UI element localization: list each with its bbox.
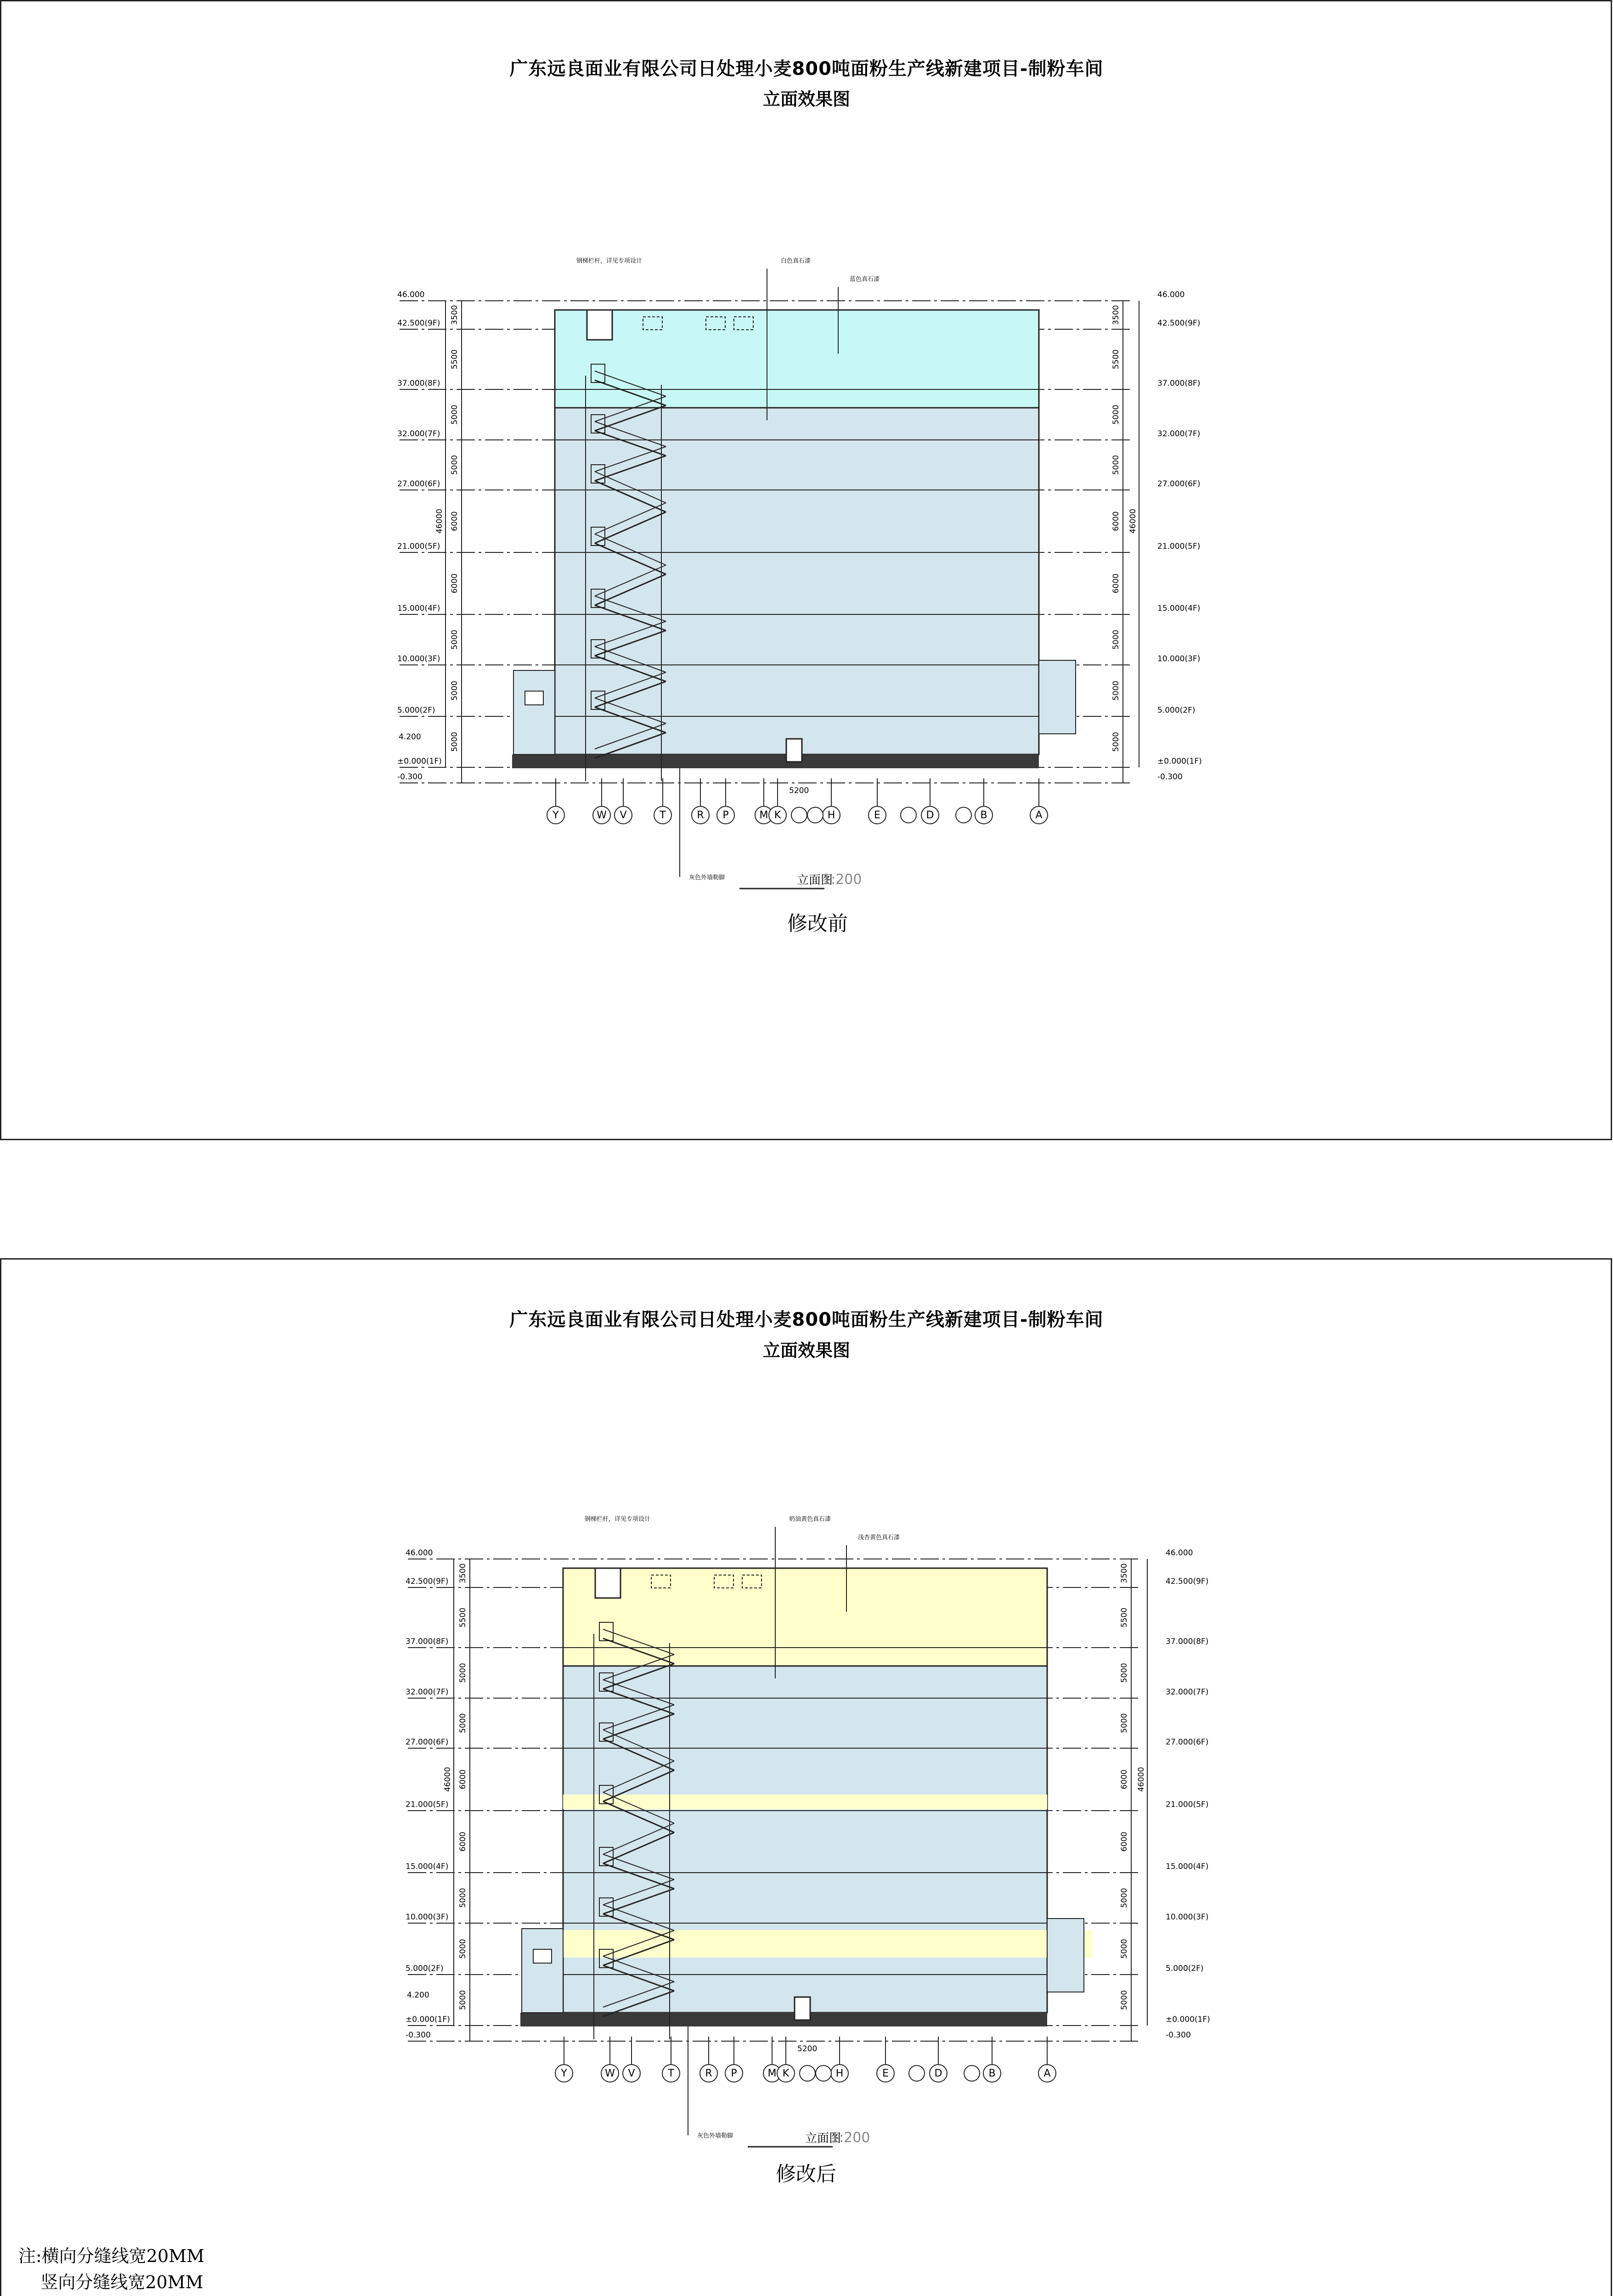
total-dimension-label: 46000 bbox=[435, 508, 444, 534]
axis-label: Y bbox=[553, 810, 559, 821]
level-label-left: ±0.000(1F) bbox=[397, 757, 442, 766]
axis-label: A bbox=[1035, 810, 1043, 821]
dimension-label: 5500 bbox=[458, 1607, 468, 1628]
dimension-label: 5500 bbox=[450, 349, 459, 370]
total-dimension-label: 46000 bbox=[1137, 1767, 1146, 1792]
dimension-label: 5000 bbox=[458, 1888, 468, 1908]
dimension-label: 5000 bbox=[1111, 630, 1121, 650]
annex-left bbox=[522, 1929, 563, 2013]
dimension-label: 6000 bbox=[1111, 573, 1121, 594]
axis-bubble-sub bbox=[901, 807, 916, 823]
axis-label: K bbox=[774, 810, 781, 821]
axis-label: T bbox=[668, 2068, 674, 2079]
axis-label: B bbox=[988, 2068, 996, 2079]
dimension-label: 5000 bbox=[1120, 1939, 1129, 1959]
level-label-right: 10.000(3F) bbox=[1157, 654, 1201, 664]
level-label-right: ±0.000(1F) bbox=[1157, 757, 1202, 766]
level-label-left: 46.000 bbox=[406, 1548, 433, 1558]
level-label-right: 46.000 bbox=[1166, 1548, 1193, 1558]
level-label-right: 10.000(3F) bbox=[1166, 1913, 1209, 1922]
side-level-label: 4.200 bbox=[407, 1991, 429, 2000]
axis-label: K bbox=[782, 2068, 790, 2079]
axis-label: M bbox=[767, 2068, 777, 2079]
dimension-label: 5500 bbox=[1120, 1607, 1129, 1628]
dimension-label: 3500 bbox=[1111, 305, 1121, 325]
dimension-label: 5000 bbox=[458, 1663, 468, 1683]
dimension-label: 6000 bbox=[1111, 511, 1121, 531]
level-label-left: ±0.000(1F) bbox=[406, 2015, 450, 2024]
dimension-label: 5000 bbox=[1120, 1663, 1129, 1683]
dimension-label: 6000 bbox=[458, 1769, 468, 1790]
elevation-drawing-before bbox=[0, 0, 1613, 1140]
dimension-label: 5500 bbox=[1111, 349, 1121, 370]
parapet-band bbox=[563, 1568, 1047, 1666]
level-label-right: 21.000(5F) bbox=[1166, 1800, 1209, 1809]
door bbox=[786, 739, 802, 762]
level-label-right: -0.300 bbox=[1157, 772, 1183, 782]
base-callout: 灰色外墙勒脚 bbox=[689, 874, 725, 881]
level-label-left: 10.000(3F) bbox=[397, 654, 440, 664]
notes-block bbox=[18, 2243, 430, 2296]
level-label-left: 5.000(2F) bbox=[397, 706, 435, 715]
level-label-left: 37.000(8F) bbox=[406, 1637, 449, 1646]
dimension-label: 5000 bbox=[458, 1990, 468, 2010]
axis-label: D bbox=[934, 2068, 942, 2079]
axis-label: R bbox=[705, 2068, 712, 2079]
annex-window bbox=[525, 691, 543, 705]
total-dimension-label: 46000 bbox=[443, 1767, 452, 1792]
dimension-label: 5000 bbox=[450, 455, 459, 475]
dimension-label: 6000 bbox=[1120, 1831, 1129, 1852]
band-callout: 浅杏黄色真石漆 bbox=[858, 1534, 900, 1541]
roof-opening bbox=[587, 310, 612, 340]
level-label-right: 15.000(4F) bbox=[1157, 604, 1201, 613]
level-label-right: 15.000(4F) bbox=[1166, 1862, 1209, 1871]
base-plinth bbox=[512, 754, 1039, 768]
dimension-label: 5000 bbox=[1111, 455, 1121, 475]
top-callout: 奶油黄色真石漆 bbox=[789, 1516, 831, 1523]
base-callout: 灰色外墙勒脚 bbox=[697, 2133, 733, 2139]
axis-label: V bbox=[628, 2068, 635, 2079]
dimension-label: 5000 bbox=[1120, 1990, 1129, 2010]
annex-left bbox=[513, 670, 555, 754]
axis-label: D bbox=[926, 810, 934, 821]
level-label-left: 15.000(4F) bbox=[397, 604, 440, 613]
level-label-left: 42.500(9F) bbox=[397, 319, 440, 328]
axis-label: W bbox=[597, 810, 607, 821]
scale-label: 1:200 bbox=[830, 2130, 870, 2146]
dimension-label: 6000 bbox=[458, 1831, 468, 1852]
dimension-label: 5000 bbox=[450, 732, 459, 752]
dimension-label: 6000 bbox=[450, 511, 459, 531]
level-label-left: 27.000(6F) bbox=[406, 1738, 449, 1747]
accent-band-lower bbox=[523, 1930, 1092, 1958]
level-label-right: ±0.000(1F) bbox=[1166, 2015, 1210, 2024]
level-label-left: -0.300 bbox=[406, 2031, 431, 2040]
axis-bubble-sub bbox=[800, 2065, 815, 2081]
level-label-right: -0.300 bbox=[1166, 2031, 1191, 2040]
level-label-right: 37.000(8F) bbox=[1166, 1637, 1209, 1646]
dimension-label: 3500 bbox=[1120, 1563, 1129, 1583]
axis-label: P bbox=[722, 810, 729, 821]
dimension-label: 6000 bbox=[1120, 1769, 1129, 1790]
level-label-left: 5.000(2F) bbox=[406, 1964, 444, 1973]
level-label-right: 42.500(9F) bbox=[1157, 319, 1201, 328]
dimension-label: 5000 bbox=[458, 1713, 468, 1733]
base-plinth bbox=[520, 2013, 1047, 2026]
dimension-label: 3500 bbox=[450, 305, 459, 325]
level-label-right: 37.000(8F) bbox=[1157, 379, 1201, 388]
level-label-left: 37.000(8F) bbox=[397, 379, 440, 388]
axis-label: V bbox=[620, 810, 627, 821]
stair-callout: 钢梯栏杆，详见专项设计 bbox=[585, 1516, 651, 1523]
axis-label: H bbox=[835, 2068, 844, 2079]
panel-before-subtitle: 立面效果图 bbox=[762, 89, 850, 109]
level-label-left: 21.000(5F) bbox=[397, 542, 440, 551]
level-label-left: 15.000(4F) bbox=[406, 1862, 449, 1871]
caption-before: 修改前 bbox=[787, 912, 848, 935]
bottom-dimension-label: 5200 bbox=[789, 786, 809, 795]
dimension-label: 3500 bbox=[458, 1563, 468, 1583]
level-label-left: 27.000(6F) bbox=[397, 479, 440, 489]
dimension-label: 5000 bbox=[1120, 1888, 1129, 1908]
axis-label: Y bbox=[561, 2068, 567, 2079]
level-label-right: 32.000(7F) bbox=[1166, 1688, 1209, 1697]
panel-before-title: 广东远良面业有限公司日处理小麦800吨面粉生产线新建项目-制粉车间 bbox=[509, 58, 1104, 79]
dimension-label: 6000 bbox=[450, 573, 459, 594]
roof-opening bbox=[595, 1568, 620, 1598]
axis-bubble-sub bbox=[816, 2065, 831, 2081]
caption-after: 修改后 bbox=[776, 2162, 836, 2186]
note-line-1: 注:横向分缝线宽20MM bbox=[18, 2246, 204, 2266]
dimension-label: 5000 bbox=[1120, 1713, 1129, 1733]
door bbox=[795, 1997, 810, 2020]
dimension-label: 5000 bbox=[450, 681, 459, 701]
level-label-right: 5.000(2F) bbox=[1157, 706, 1196, 715]
scale-label: 1:200 bbox=[822, 872, 862, 888]
axis-label: R bbox=[697, 810, 704, 821]
level-label-left: 32.000(7F) bbox=[406, 1688, 449, 1697]
parapet-band bbox=[555, 310, 1039, 408]
top-callout: 白色真石漆 bbox=[781, 258, 811, 264]
level-label-right: 21.000(5F) bbox=[1157, 542, 1201, 551]
dimension-label: 5000 bbox=[1111, 732, 1121, 752]
dimension-label: 5000 bbox=[1111, 681, 1121, 701]
bottom-dimension-label: 5200 bbox=[797, 2044, 818, 2054]
axis-label: T bbox=[660, 810, 666, 821]
level-label-left: 42.500(9F) bbox=[406, 1577, 449, 1586]
elevation-label: 立面图 bbox=[805, 2132, 841, 2145]
axis-label: M bbox=[759, 810, 768, 821]
axis-bubble-sub bbox=[964, 2065, 980, 2081]
note-line-2: 竖向分缝线宽20MM bbox=[18, 2272, 203, 2292]
axis-bubble-sub bbox=[956, 807, 971, 823]
axis-label: W bbox=[605, 2068, 615, 2079]
axis-label: H bbox=[827, 810, 835, 821]
accent-band-upper bbox=[563, 1795, 1047, 1809]
level-label-left: 46.000 bbox=[397, 290, 425, 299]
level-label-right: 5.000(2F) bbox=[1166, 1964, 1204, 1973]
dimension-label: 5000 bbox=[458, 1939, 468, 1959]
annex-right bbox=[1039, 660, 1076, 734]
level-label-right: 46.000 bbox=[1157, 290, 1185, 299]
axis-label: B bbox=[980, 810, 987, 821]
side-level-label: 4.200 bbox=[399, 732, 421, 742]
dimension-label: 5000 bbox=[450, 405, 459, 425]
total-dimension-label: 46000 bbox=[1128, 508, 1138, 534]
level-label-left: 10.000(3F) bbox=[406, 1913, 449, 1922]
level-label-left: 21.000(5F) bbox=[406, 1800, 449, 1809]
axis-label: E bbox=[882, 2068, 889, 2079]
axis-label: E bbox=[874, 810, 880, 821]
level-label-right: 42.500(9F) bbox=[1166, 1577, 1209, 1586]
axis-bubble-sub bbox=[909, 2065, 925, 2081]
level-label-right: 27.000(6F) bbox=[1157, 479, 1201, 489]
annex-right bbox=[1047, 1919, 1084, 1992]
elevation-label: 立面图 bbox=[797, 873, 833, 887]
level-label-right: 27.000(6F) bbox=[1166, 1738, 1209, 1747]
axis-label: P bbox=[731, 2068, 737, 2079]
dimension-label: 5000 bbox=[450, 630, 459, 650]
axis-bubble-sub bbox=[807, 807, 823, 823]
stair-callout: 钢梯栏杆，详见专项设计 bbox=[576, 258, 643, 264]
band-callout: 蓝色真石漆 bbox=[850, 276, 880, 283]
dimension-label: 5000 bbox=[1111, 405, 1121, 425]
panel-after-title: 广东远良面业有限公司日处理小麦800吨面粉生产线新建项目-制粉车间 bbox=[509, 1309, 1104, 1330]
elevation-drawing-after bbox=[0, 1258, 1613, 2296]
axis-label: A bbox=[1043, 2068, 1051, 2079]
level-label-left: -0.300 bbox=[397, 772, 423, 782]
annex-window bbox=[533, 1949, 552, 1963]
level-label-right: 32.000(7F) bbox=[1157, 429, 1201, 439]
axis-bubble-sub bbox=[791, 807, 807, 823]
panel-after-subtitle: 立面效果图 bbox=[762, 1340, 850, 1361]
level-label-left: 32.000(7F) bbox=[397, 429, 440, 439]
